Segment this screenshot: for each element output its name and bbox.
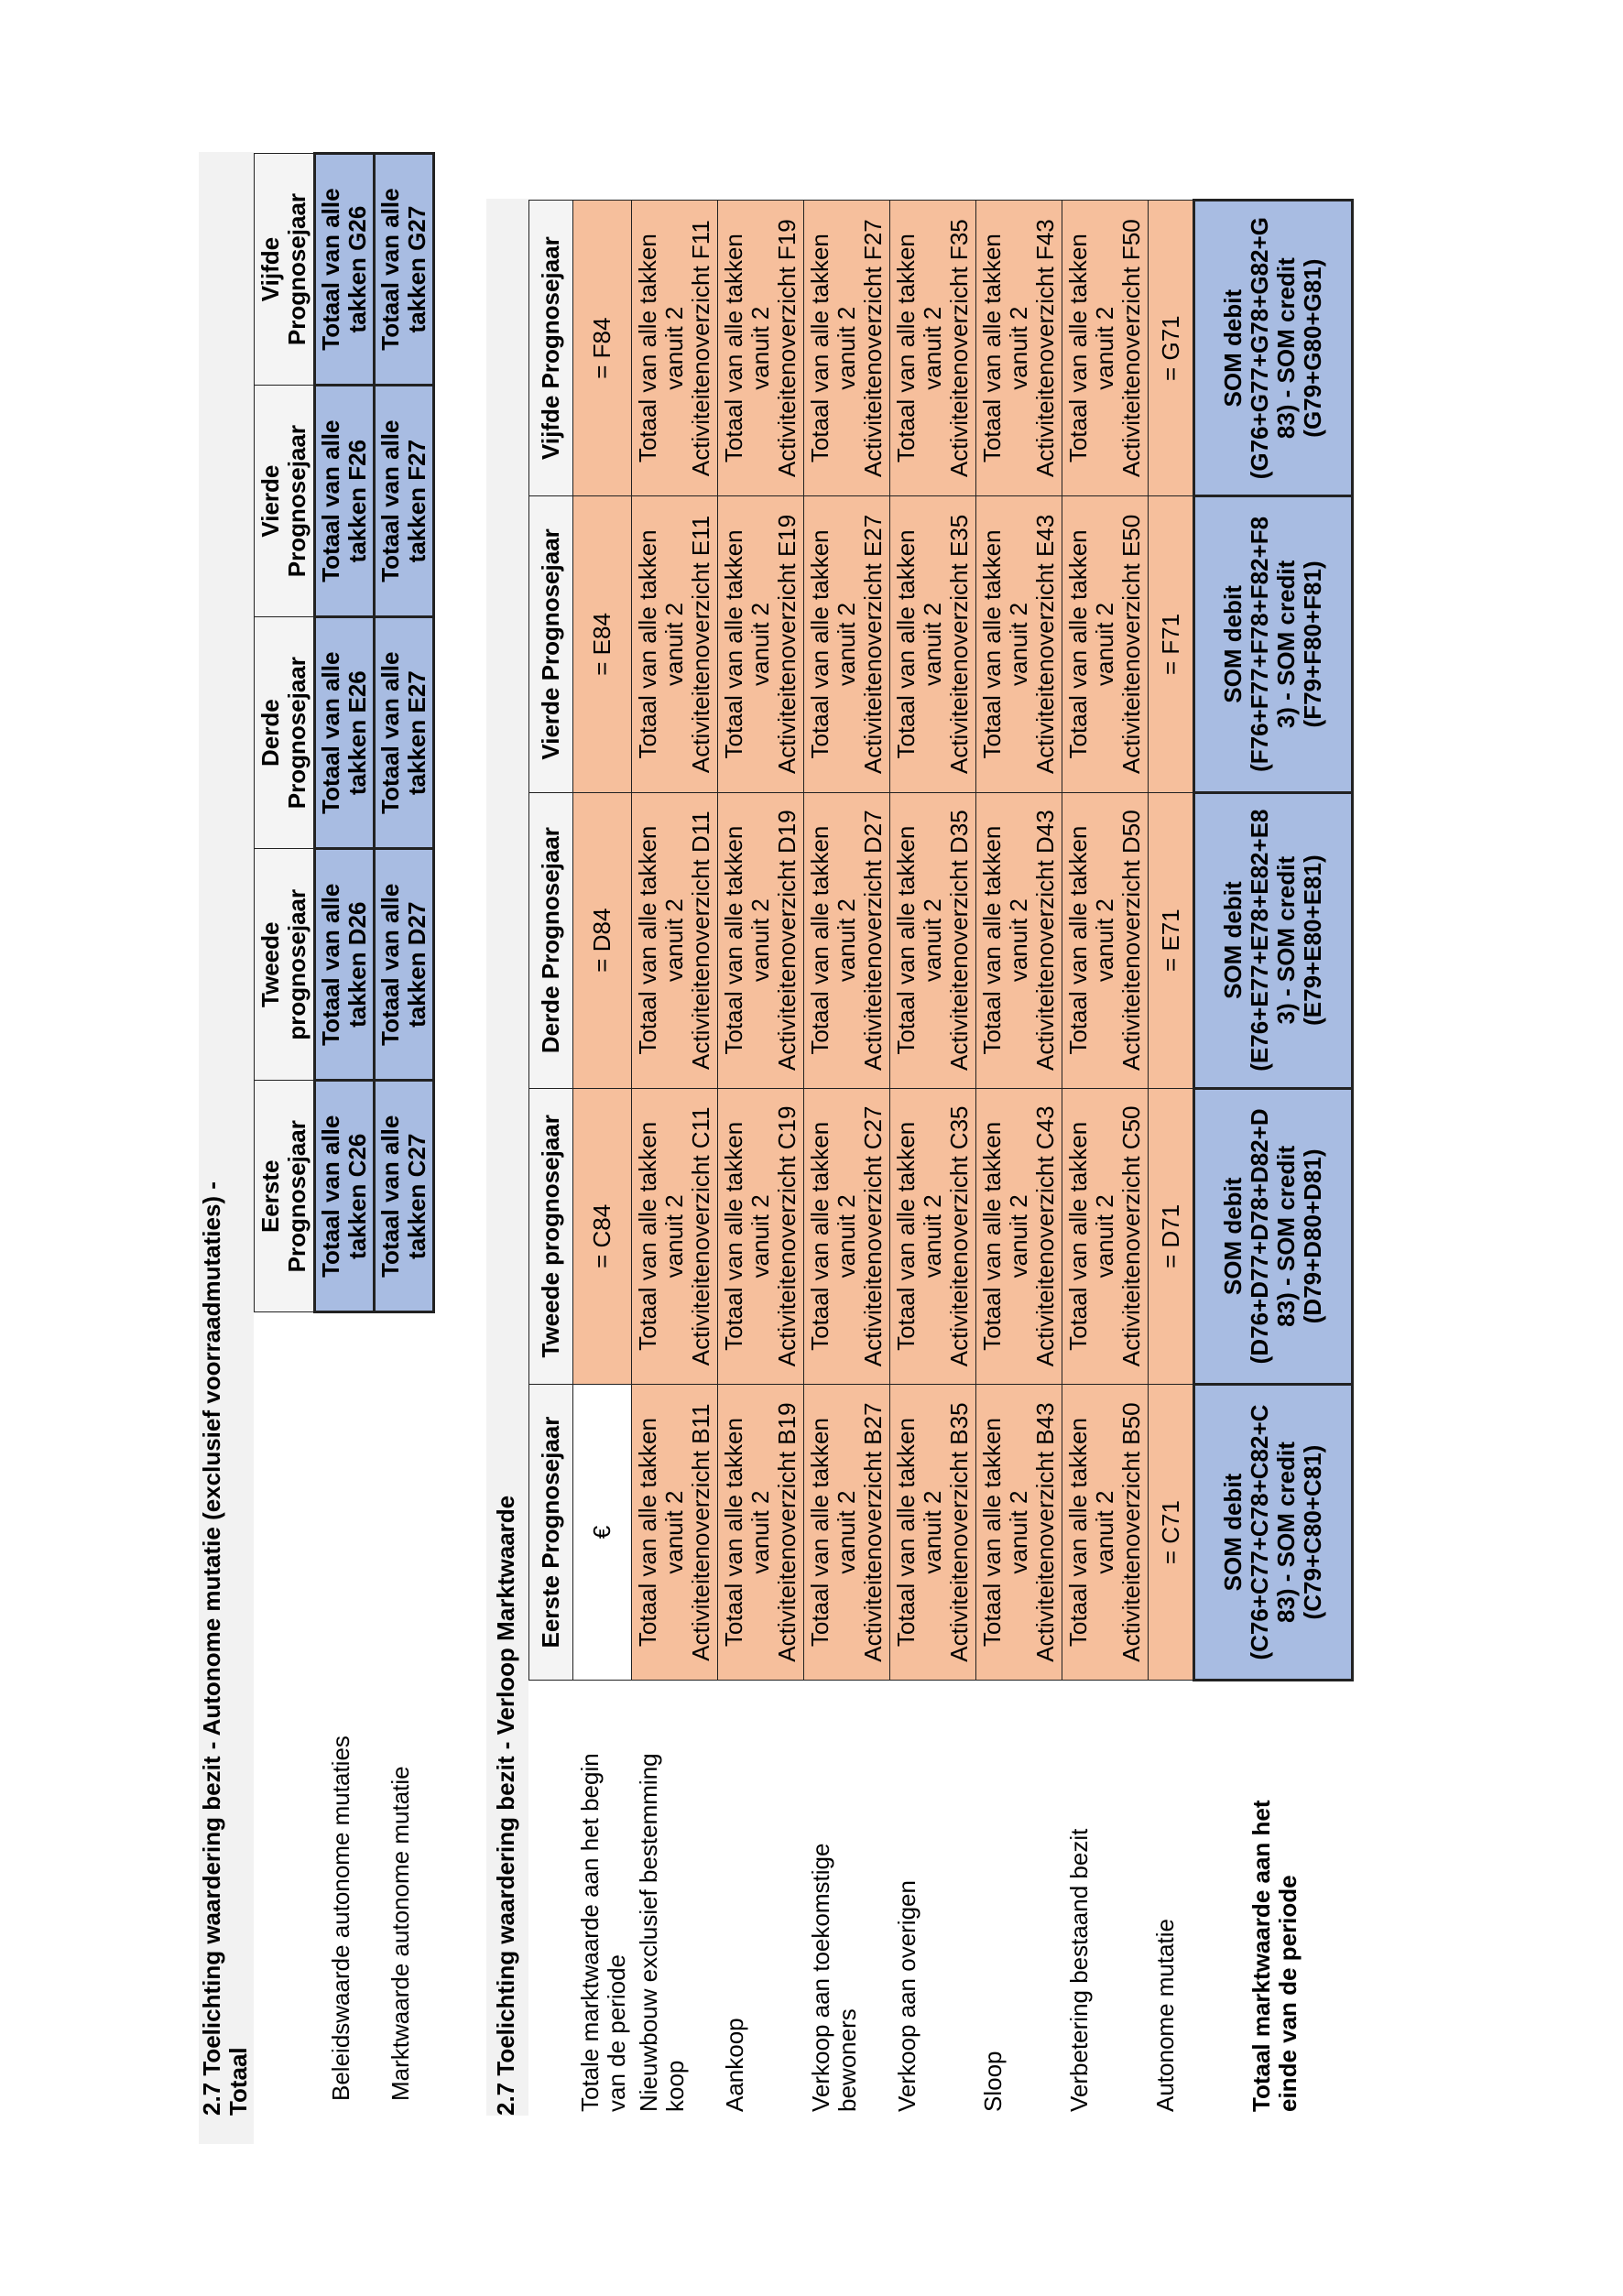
column-header: Tweede prognosejaar: [529, 1088, 573, 1384]
value-cell: Totaal van alle takken vanuit 2 Activiteitenoverzicht F19: [718, 201, 804, 496]
value-cell: SOM debit (C76+C77+C78+C82+C 83) - SOM credit (C79+C80+C81): [1194, 1384, 1353, 1680]
section1-title-line2: Totaal: [224, 2047, 252, 2116]
table-row: [573, 201, 632, 2116]
value-cell: SOM debit (D76+D77+D78+D82+D 83) - SOM credit (D79+D80+D81): [1194, 1088, 1353, 1384]
value-cell: Totaal van alle takken vanuit 2 Activiteitenoverzicht E11: [632, 496, 718, 792]
value-cell: Totaal van alle takken vanuit 2 Activiteitenoverzicht D27: [804, 792, 890, 1088]
value-cell: Totaal van alle takken vanuit 2 Activiteitenoverzicht F43: [976, 201, 1062, 496]
value-cell: Totaal van alle takken vanuit 2 Activiteitenoverzicht E43: [976, 496, 1062, 792]
value-cell: = E71: [1149, 792, 1194, 1088]
row-label: Verkoop aan toekomstige bewoners: [806, 1843, 861, 2112]
value-cell: SOM debit (E76+E77+E78+E82+E8 3) - SOM credit (E79+E80+E81): [1194, 792, 1353, 1088]
table-row: [375, 154, 434, 2116]
value-cell: Totaal van alle takken G27: [375, 154, 434, 386]
value-cell: = C84: [573, 1088, 632, 1384]
value-cell: Totaal van alle takken vanuit 2 Activiteitenoverzicht B43: [976, 1384, 1062, 1680]
column-header: Tweede prognosejaar: [255, 849, 315, 1081]
table-row: [1194, 201, 1353, 2116]
value-cell: Totaal van alle takken vanuit 2 Activiteitenoverzicht B50: [1062, 1384, 1149, 1680]
value-cell: Totaal van alle takken vanuit 2 Activiteitenoverzicht D11: [632, 792, 718, 1088]
value-cell: Totaal van alle takken vanuit 2 Activiteitenoverzicht B19: [718, 1384, 804, 1680]
row-label: Sloop: [978, 2051, 1007, 2112]
value-cell: Totaal van alle takken vanuit 2 Activiteitenoverzicht C43: [976, 1088, 1062, 1384]
value-cell: Totaal van alle takken vanuit 2 Activiteitenoverzicht B27: [804, 1384, 890, 1680]
table-row: [632, 201, 718, 2116]
value-cell: €: [573, 1384, 632, 1680]
value-cell: = F84: [573, 201, 632, 496]
value-cell: Totaal van alle takken vanuit 2 Activiteitenoverzicht B35: [890, 1384, 976, 1680]
value-cell: Totaal van alle takken vanuit 2 Activiteitenoverzicht C19: [718, 1088, 804, 1384]
row-label: Autonome mutatie: [1150, 1918, 1179, 2112]
value-cell: Totaal van alle takken G26: [315, 154, 375, 386]
value-cell: Totaal van alle takken vanuit 2 Activiteitenoverzicht C27: [804, 1088, 890, 1384]
value-cell: Totaal van alle takken D27: [375, 849, 434, 1081]
column-header: Eerste Prognosejaar: [255, 1081, 315, 1312]
value-cell: = D84: [573, 792, 632, 1088]
table-row: [718, 201, 804, 2116]
value-cell: = E84: [573, 496, 632, 792]
value-cell: Totaal van alle takken vanuit 2 Activiteitenoverzicht F50: [1062, 201, 1149, 496]
value-cell: SOM debit (F76+F77+F78+F82+F8 3) - SOM credit (F79+F80+F81): [1194, 496, 1353, 792]
value-cell: Totaal van alle takken vanuit 2 Activiteitenoverzicht E35: [890, 496, 976, 792]
value-cell: Totaal van alle takken vanuit 2 Activiteitenoverzicht D43: [976, 792, 1062, 1088]
value-cell: Totaal van alle takken vanuit 2 Activiteitenoverzicht D50: [1062, 792, 1149, 1088]
header-row: [529, 201, 573, 2116]
value-cell: Totaal van alle takken E27: [375, 617, 434, 849]
row-label: Verbetering bestaand bezit: [1064, 1828, 1093, 2112]
verloop-marktwaarde-table: [528, 199, 1354, 2116]
row-label: Totaal marktwaarde aan het einde van de periode: [1247, 1800, 1302, 2112]
autonome-mutatie-table: [254, 152, 435, 2116]
value-cell: Totaal van alle takken vanuit 2 Activiteitenoverzicht B11: [632, 1384, 718, 1680]
section1-title-line1: 2.7 Toelichting waardering bezit - Autonome mutatie (exclusief voorraadmutaties) -: [198, 1181, 225, 2116]
value-cell: Totaal van alle takken vanuit 2 Activiteitenoverzicht E19: [718, 496, 804, 792]
column-header: Derde Prognosejaar: [255, 617, 315, 849]
table-row: [976, 201, 1062, 2116]
value-cell: Totaal van alle takken vanuit 2 Activiteitenoverzicht F11: [632, 201, 718, 496]
value-cell: Totaal van alle takken vanuit 2 Activiteitenoverzicht F27: [804, 201, 890, 496]
value-cell: Totaal van alle takken C27: [375, 1081, 434, 1312]
empty-header-cell: [255, 1312, 315, 2116]
table-row: [315, 154, 375, 2116]
value-cell: Totaal van alle takken D26: [315, 849, 375, 1081]
value-cell: = F71: [1149, 496, 1194, 792]
column-header: Vijfde Prognosejaar: [255, 154, 315, 386]
column-header: Derde Prognosejaar: [529, 792, 573, 1088]
value-cell: Totaal van alle takken E26: [315, 617, 375, 849]
value-cell: = C71: [1149, 1384, 1194, 1680]
value-cell: = D71: [1149, 1088, 1194, 1384]
value-cell: Totaal van alle takken vanuit 2 Activiteitenoverzicht C11: [632, 1088, 718, 1384]
row-label: Marktwaarde autonome mutatie: [386, 1766, 414, 2101]
row-label: Aankoop: [720, 2018, 748, 2112]
value-cell: Totaal van alle takken vanuit 2 Activiteitenoverzicht C50: [1062, 1088, 1149, 1384]
value-cell: = G71: [1149, 201, 1194, 496]
column-header: Eerste Prognosejaar: [529, 1384, 573, 1680]
value-cell: Totaal van alle takken F26: [315, 386, 375, 617]
table-row: [1062, 201, 1149, 2116]
value-cell: Totaal van alle takken vanuit 2 Activiteitenoverzicht D35: [890, 792, 976, 1088]
value-cell: Totaal van alle takken vanuit 2 Activiteitenoverzicht D19: [718, 792, 804, 1088]
table-row: [804, 201, 890, 2116]
value-cell: Totaal van alle takken vanuit 2 Activiteitenoverzicht C35: [890, 1088, 976, 1384]
row-label: Verkoop aan overigen: [892, 1880, 920, 2112]
value-cell: Totaal van alle takken F27: [375, 386, 434, 617]
value-cell: SOM debit (G76+G77+G78+G82+G 83) - SOM credit (G79+G80+G81): [1194, 201, 1353, 496]
column-header: Vierde Prognosejaar: [255, 386, 315, 617]
value-cell: Totaal van alle takken vanuit 2 Activiteitenoverzicht E50: [1062, 496, 1149, 792]
section2-title: 2.7 Toelichting waardering bezit - Verloop Marktwaarde: [492, 1495, 519, 2116]
value-cell: Totaal van alle takken vanuit 2 Activiteitenoverzicht E27: [804, 496, 890, 792]
row-label: Nieuwbouw exclusief bestemming koop: [634, 1753, 689, 2112]
header-row: [255, 154, 315, 2116]
row-label: Beleidswaarde autonome mutaties: [326, 1736, 354, 2101]
row-label: Totale marktwaarde aan het begin van de periode: [575, 1753, 630, 2112]
value-cell: Totaal van alle takken vanuit 2 Activiteitenoverzicht F35: [890, 201, 976, 496]
table-row: [890, 201, 976, 2116]
section1-title: [199, 1181, 252, 2116]
column-header: Vierde Prognosejaar: [529, 496, 573, 792]
column-header: Vijfde Prognosejaar: [529, 201, 573, 496]
table-row: [1149, 201, 1194, 2116]
empty-header-cell: [529, 1681, 573, 2116]
value-cell: Totaal van alle takken C26: [315, 1081, 375, 1312]
